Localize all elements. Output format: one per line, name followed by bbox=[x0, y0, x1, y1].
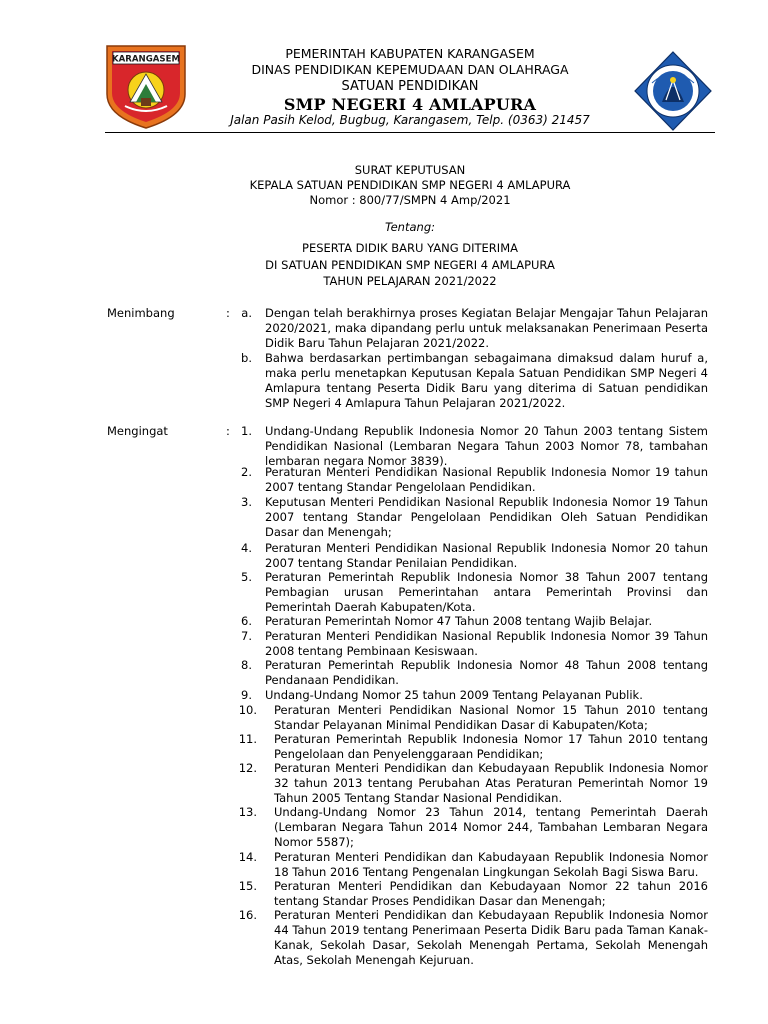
list-item: Peraturan Menteri Pendidikan Nasional Republik Indonesia Nomor 39 Tahun 2008 tentang Pembinaan Kesiswaan. bbox=[265, 629, 708, 658]
list-item: Peraturan Pemerintah Republik Indonesia Nomor 17 Tahun 2010 tentang Pengelolaan dan Penyelenggaraan Pendidikan; bbox=[274, 732, 708, 761]
letterhead-line-3: SATUAN PENDIDIKAN bbox=[341, 79, 479, 94]
list-marker: 2. bbox=[241, 465, 252, 479]
doc-subject-1: PESERTA DIDIK BARU YANG DITERIMA bbox=[302, 241, 518, 255]
section-label-menimbang: Menimbang bbox=[107, 306, 175, 320]
list-marker: 1. bbox=[241, 424, 252, 438]
doc-title-2: KEPALA SATUAN PENDIDIKAN SMP NEGERI 4 AMLAPURA bbox=[249, 178, 571, 192]
list-marker: 9. bbox=[241, 688, 252, 702]
list-marker: a. bbox=[241, 306, 252, 320]
doc-tentang: Tentang: bbox=[385, 220, 435, 234]
school-name: SMP NEGERI 4 AMLAPURA bbox=[283, 95, 537, 114]
school-address: Jalan Pasih Kelod, Bugbug, Karangasem, Telp. (0363) 21457 bbox=[230, 113, 590, 127]
list-marker: 7. bbox=[241, 629, 252, 643]
list-marker: 5. bbox=[241, 570, 252, 584]
letterhead-line-2: DINAS PENDIDIKAN KEPEMUDAAN DAN OLAHRAGA bbox=[251, 62, 569, 77]
list-item: Peraturan Pemerintah Republik Indonesia Nomor 38 Tahun 2007 tentang Pembagian urusan Pemerintahan antara Pemerintah Provinsi dan Pemerintah Daerah Kabupaten/Kota. bbox=[265, 570, 708, 614]
list-item: Undang-Undang Nomor 23 Tahun 2014, tentang Pemerintah Daerah (Lembaran Negara Tahun 2014 Nomor 244, Tambahan Lembaran Negara Nomor 5587); bbox=[274, 805, 708, 849]
list-item: Keputusan Menteri Pendidikan Nasional Republik Indonesia Nomor 19 Tahun 2007 tentang Standar Pengelolaan Pendidikan Oleh Satuan Pendidikan Dasar dan Menengah; bbox=[265, 495, 708, 539]
doc-subject-3: TAHUN PELAJARAN 2021/2022 bbox=[323, 274, 497, 288]
list-item: Dengan telah berakhirnya proses Kegiatan Belajar Mengajar Tahun Pelajaran 2020/2021, maka dipandang perlu untuk melaksanakan Penerimaan Peserta Didik Baru Tahun Pelajaran 2021/2022. bbox=[265, 306, 708, 350]
list-marker: 8. bbox=[241, 658, 252, 672]
list-item: Peraturan Menteri Pendidikan dan Kabudayaan Republik Indonesia Nomor 18 Tahun 2016 Tentang Pengenalan Lingkungan Sekolah Bagi Siswa Baru. bbox=[274, 850, 708, 879]
list-marker: 10. bbox=[238, 703, 257, 717]
emblem-label: KARANGASEM bbox=[111, 54, 181, 65]
list-item: Undang-Undang Republik Indonesia Nomor 20 Tahun 2003 tentang Sistem Pendidikan Nasional (Lembaran Negara Tahun 2003 Nomor 78, tambahan lembaran negara Nomor 3839). bbox=[265, 424, 708, 468]
doc-number: Nomor : 800/77/SMPN 4 Amp/2021 bbox=[309, 193, 511, 207]
list-marker: 12. bbox=[238, 761, 257, 775]
list-marker: 15. bbox=[238, 879, 257, 893]
doc-subject-2: DI SATUAN PENDIDIKAN SMP NEGERI 4 AMLAPURA bbox=[265, 258, 555, 272]
list-marker: 13. bbox=[238, 805, 257, 819]
list-item: Peraturan Menteri Pendidikan dan Kebudayaan Republik Indonesia Nomor 32 tahun 2013 tentang Perubahan Atas Peraturan Pemerintah Nomor 19 Tahun 2005 Tentang Standar Nasional Pendidikan. bbox=[274, 761, 708, 805]
section-colon: : bbox=[226, 424, 230, 438]
school-emblem-icon bbox=[632, 50, 714, 132]
list-item: Undang-Undang Nomor 25 tahun 2009 Tentang Pelayanan Publik. bbox=[265, 688, 643, 702]
list-item: Bahwa berdasarkan pertimbangan sebagaimana dimaksud dalam huruf a, maka perlu menetapkan Keputusan Kepala Satuan Pendidikan SMP Negeri 4 Amlapura tentang Peserta Didik Baru yang diterima di Satuan pendidikan SMP Negeri 4 Amlapura Tahun Pelajaran 2021/2022. bbox=[265, 351, 708, 410]
list-marker: 11. bbox=[238, 732, 257, 746]
list-item: Peraturan Pemerintah Republik Indonesia Nomor 48 Tahun 2008 tentang Pendanaan Pendidikan. bbox=[265, 658, 708, 687]
list-marker: 14. bbox=[238, 850, 257, 864]
list-marker: 3. bbox=[241, 495, 252, 509]
section-colon: : bbox=[226, 306, 230, 320]
list-marker: 16. bbox=[238, 908, 257, 922]
list-item: Peraturan Menteri Pendidikan Nasional Republik Indonesia Nomor 19 tahun 2007 tentang Standar Pengelolaan Pendidikan. bbox=[265, 465, 708, 494]
list-item: Peraturan Menteri Pendidikan dan Kebudayaan Nomor 22 tahun 2016 tentang Standar Proses Pendidikan Dasar dan Menengah; bbox=[274, 879, 708, 908]
karangasem-emblem-icon bbox=[103, 44, 189, 130]
list-item: Peraturan Menteri Pendidikan Nasional Republik Indonesia Nomor 20 tahun 2007 tentang Standar Penilaian Pendidikan. bbox=[265, 541, 708, 570]
list-item: Peraturan Pemerintah Nomor 47 Tahun 2008 tentang Wajib Belajar. bbox=[265, 614, 653, 628]
letterhead-line-1: PEMERINTAH KABUPATEN KARANGASEM bbox=[285, 46, 535, 61]
section-label-mengingat: Mengingat bbox=[107, 424, 168, 438]
list-marker: b. bbox=[241, 351, 252, 365]
list-item: Peraturan Menteri Pendidikan Nasional Nomor 15 Tahun 2010 tentang Standar Pelayanan Minimal Pendidikan Dasar di Kabupaten/Kota; bbox=[274, 703, 708, 732]
list-item: Peraturan Menteri Pendidikan dan Kebudayaan Republik Indonesia Nomor 44 Tahun 2019 tentang Penerimaan Peserta Didik Baru pada Taman Kanak-Kanak, Sekolah Dasar, Sekolah Menengah Pertama, Sekolah Menengah Atas, Sekolah Menengah Kejuruan. bbox=[274, 908, 708, 967]
list-marker: 4. bbox=[241, 541, 252, 555]
doc-title: SURAT KEPUTUSAN bbox=[354, 163, 466, 177]
letterhead-divider bbox=[105, 132, 715, 133]
list-marker: 6. bbox=[241, 614, 252, 628]
